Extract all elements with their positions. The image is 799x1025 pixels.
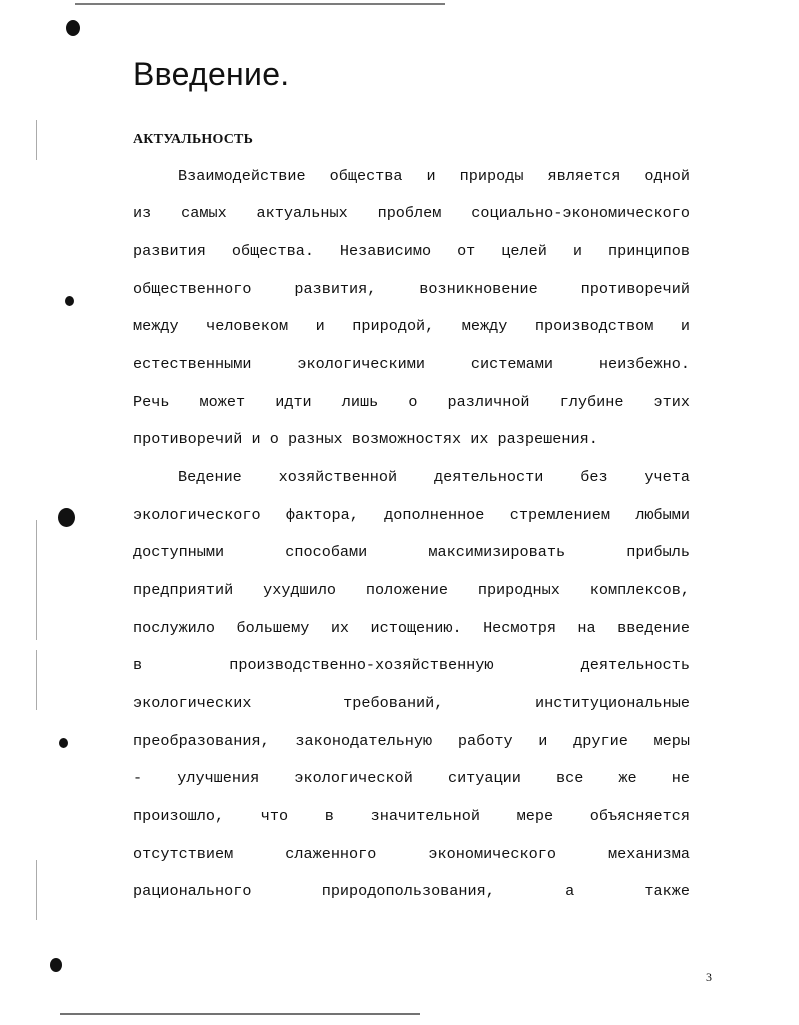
text-line: произошло, что в значительной мере объясняется: [133, 807, 690, 825]
binder-hole-mark: [65, 296, 74, 306]
scan-edge-mark: [36, 650, 37, 710]
scan-edge-mark: [36, 860, 37, 920]
binder-hole-mark: [50, 958, 62, 972]
text-line: в производственно-хозяйственную деятельность: [133, 656, 690, 674]
scan-edge-mark: [36, 520, 37, 640]
scan-bottom-edge-line: [60, 1013, 420, 1015]
text-line: Ведение хозяйственной деятельности без учета: [178, 468, 690, 486]
text-line: - улучшения экологической ситуации все же не: [133, 769, 690, 787]
page-number: 3: [706, 970, 712, 984]
text-line: Взаимодействие общества и природы является одной: [178, 167, 690, 185]
binder-hole-mark: [58, 508, 75, 527]
text-line: естественными экологическими системами неизбежно.: [133, 355, 690, 373]
text-line: рационального природопользования, а также: [133, 882, 690, 900]
text-line: экологических требований, институциональные: [133, 694, 690, 712]
text-line: Речь может идти лишь о различной глубине этих: [133, 393, 690, 411]
text-line: противоречий и о разных возможностях их разрешения.: [133, 430, 598, 448]
text-line: доступными способами максимизировать прибыль: [133, 543, 690, 561]
text-line: общественного развития, возникновение противоречий: [133, 280, 690, 298]
text-line: экологического фактора, дополненное стремлением любыми: [133, 506, 690, 524]
text-line: отсутствием слаженного экономического механизма: [133, 845, 690, 863]
text-line: из самых актуальных проблем социально-экономического: [133, 204, 690, 222]
scan-edge-mark: [36, 120, 37, 160]
text-line: послужило большему их истощению. Несмотря на введение: [133, 619, 690, 637]
binder-hole-mark: [59, 738, 68, 748]
text-line: преобразования, законодательную работу и другие меры: [133, 732, 690, 750]
text-line: предприятий ухудшило положение природных комплексов,: [133, 581, 690, 599]
text-line: между человеком и природой, между производством и: [133, 317, 690, 335]
scan-top-edge-line: [75, 3, 445, 5]
page-title: Введение.: [133, 56, 290, 92]
section-heading: АКТУАЛЬНОСТЬ: [133, 132, 254, 147]
text-line: развития общества. Независимо от целей и принципов: [133, 242, 690, 260]
binder-hole-mark: [66, 20, 80, 36]
